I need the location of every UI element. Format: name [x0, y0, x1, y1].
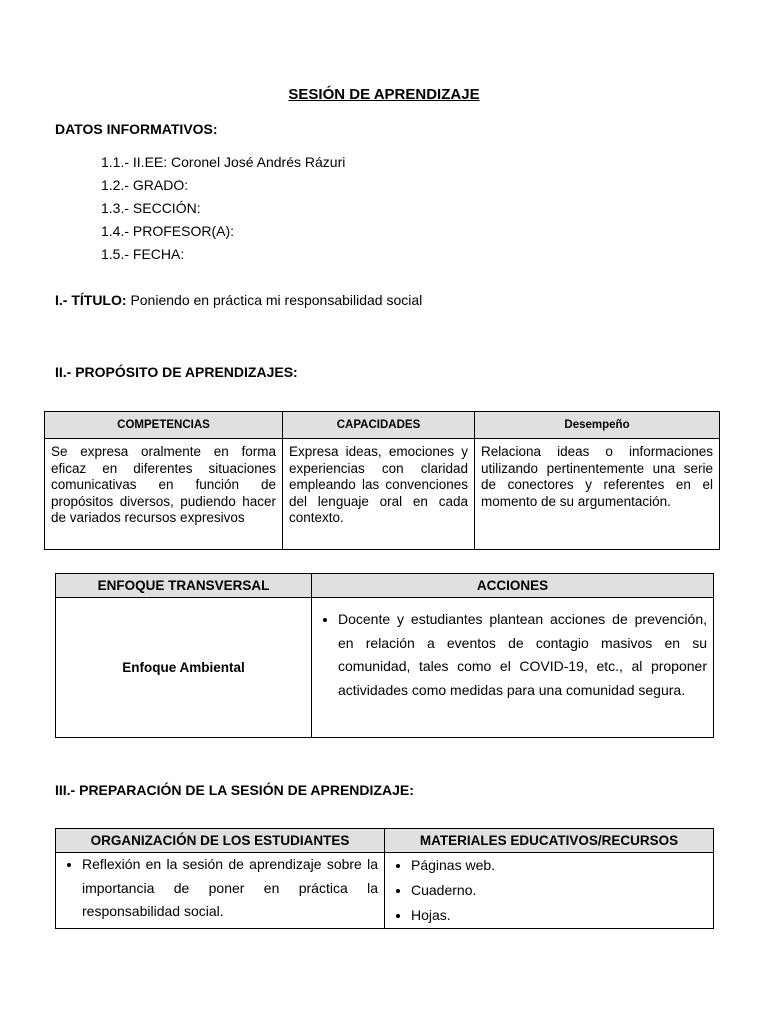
titulo-line: [55, 292, 422, 308]
material-item: • Páginas web.: [411, 853, 707, 878]
organizacion-cell: [56, 853, 385, 929]
datos-item-iiee: 1.1.- II.EE: Coronel José Andrés Rázuri: [101, 154, 346, 170]
enfoque-action-item: • Docente y estudiantes plantean acciones de prevención, en relación a eventos de contagio masivos en su comunidad, tales como el COVID-19, etc., al proponer actividades como medidas para una comunidad segura.: [338, 608, 707, 702]
preparacion-heading: III.- PREPARACIÓN DE LA SESIÓN DE APRENDIZAJE:: [55, 782, 414, 798]
organizacion-item: • Reflexión en la sesión de aprendizaje sobre la importancia de poner en práctica la responsabilidad social.: [82, 853, 378, 924]
datos-item-profesor: 1.4.- PROFESOR(A):: [101, 223, 235, 239]
proposito-table: [44, 411, 720, 550]
col-acciones: ACCIONES: [312, 574, 714, 598]
col-organizacion: ORGANIZACIÓN DE LOS ESTUDIANTES: [56, 829, 385, 853]
preparacion-table: [55, 828, 714, 929]
capacidad-cell: Expresa ideas, emociones y experiencias con claridad empleando las convenciones del lenguaje oral en cada contexto.: [283, 439, 475, 550]
datos-heading: DATOS INFORMATIVOS:: [55, 121, 218, 137]
col-capacidades: CAPACIDADES: [283, 412, 475, 439]
col-materiales: MATERIALES EDUCATIVOS/RECURSOS: [385, 829, 714, 853]
datos-item-seccion: 1.3.- SECCIÓN:: [101, 200, 201, 216]
proposito-heading: II.- PROPÓSITO DE APRENDIZAJES:: [55, 364, 298, 380]
datos-item-grado: 1.2.- GRADO:: [101, 177, 189, 193]
enfoque-actions-cell: [312, 598, 714, 738]
col-competencias: COMPETENCIAS: [45, 412, 283, 439]
titulo-value: Poniendo en práctica mi responsabilidad social: [130, 292, 423, 308]
titulo-label: I.- TÍTULO:: [55, 292, 127, 308]
desempeno-cell: Relaciona ideas o informaciones utilizando pertinentemente una serie de conectores y referentes en el momento de su argumentación.: [475, 439, 720, 550]
datos-item-fecha: 1.5.- FECHA:: [101, 246, 185, 262]
enfoque-table: [55, 573, 714, 738]
competencia-cell: Se expresa oralmente en forma eficaz en diferentes situaciones comunicativas en función de propósitos diversos, pudiendo hacer de variados recursos expresivos: [45, 439, 283, 550]
materiales-cell: [385, 853, 714, 929]
page-title: SESIÓN DE APRENDIZAJE: [288, 86, 480, 103]
col-desempeno: Desempeño: [475, 412, 720, 439]
enfoque-name: Enfoque Ambiental: [56, 598, 312, 738]
material-item: • Hojas.: [411, 903, 707, 928]
col-enfoque: ENFOQUE TRANSVERSAL: [56, 574, 312, 598]
material-item: • Cuaderno.: [411, 878, 707, 903]
